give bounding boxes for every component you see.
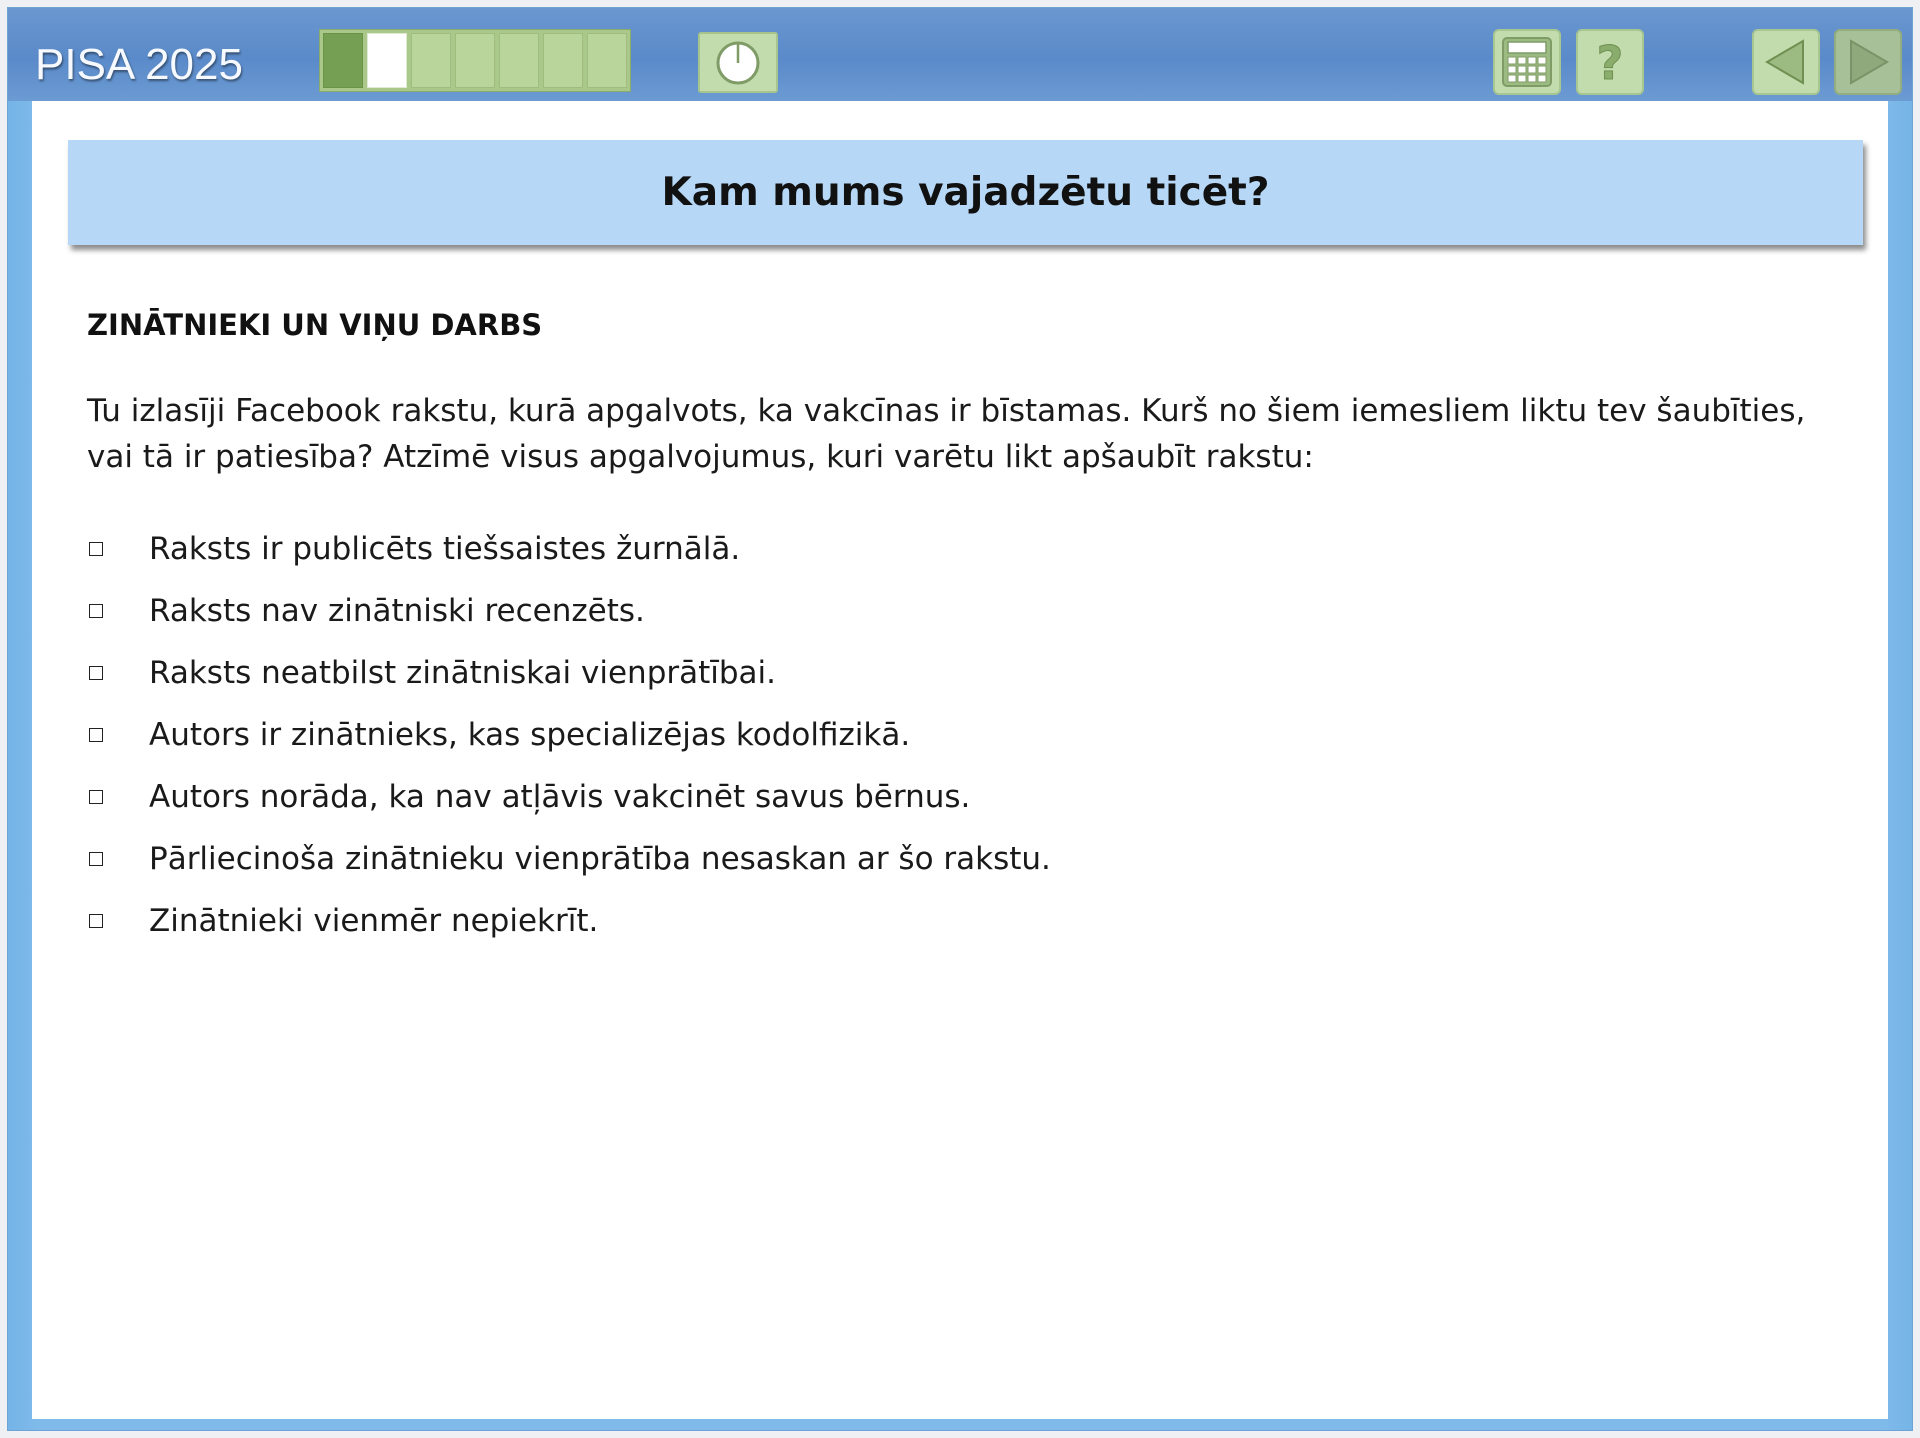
page-title-bar bbox=[68, 140, 1863, 245]
option-3[interactable] bbox=[87, 642, 1051, 704]
progress-segment-2 bbox=[367, 33, 407, 88]
option-2[interactable] bbox=[87, 580, 1051, 642]
app-window bbox=[7, 7, 1913, 1431]
progress-segment-3 bbox=[411, 33, 451, 88]
option-5[interactable] bbox=[87, 766, 1051, 828]
checkbox-2[interactable] bbox=[89, 604, 103, 618]
timer-button[interactable] bbox=[698, 32, 778, 93]
calculator-icon bbox=[1500, 35, 1554, 89]
next-button[interactable] bbox=[1834, 29, 1902, 95]
top-toolbar bbox=[8, 8, 1912, 101]
progress-segment-6 bbox=[543, 33, 583, 88]
option-label-3: Raksts neatbilst zinātniskai vienprātībai. bbox=[149, 655, 777, 691]
progress-segment-1 bbox=[323, 33, 363, 88]
progress-segment-5 bbox=[499, 33, 539, 88]
progress-segment-4 bbox=[455, 33, 495, 88]
option-label-4: Autors ir zinātnieks, kas specializējas kodolfizikā. bbox=[149, 717, 911, 753]
checkbox-3[interactable] bbox=[89, 666, 103, 680]
calculator-button[interactable] bbox=[1493, 29, 1561, 95]
option-label-5: Autors norāda, ka nav atļāvis vakcinēt savus bērnus. bbox=[149, 779, 971, 815]
brand-title: PISA 2025 bbox=[35, 40, 243, 89]
content-panel bbox=[32, 101, 1888, 1419]
question-mark-icon bbox=[1583, 35, 1637, 89]
clock-icon bbox=[714, 39, 762, 87]
section-heading: ZINĀTNIEKI UN VIŅU DARBS bbox=[87, 308, 543, 342]
option-label-2: Raksts nav zinātniski recenzēts. bbox=[149, 593, 645, 629]
checkbox-5[interactable] bbox=[89, 790, 103, 804]
option-label-6: Pārliecinoša zinātnieku vienprātība nesaskan ar šo rakstu. bbox=[149, 841, 1051, 877]
progress-segment-7 bbox=[587, 33, 627, 88]
help-button[interactable] bbox=[1576, 29, 1644, 95]
checkbox-1[interactable] bbox=[89, 542, 103, 556]
option-1[interactable] bbox=[87, 518, 1051, 580]
page-title: Kam mums vajadzētu ticēt? bbox=[661, 170, 1270, 215]
option-label-1: Raksts ir publicēts tiešsaistes žurnālā. bbox=[149, 531, 741, 567]
option-label-7: Zinātnieki vienmēr nepiekrīt. bbox=[149, 903, 599, 939]
option-4[interactable] bbox=[87, 704, 1051, 766]
svg-text:?: ? bbox=[1596, 36, 1624, 89]
progress-indicator bbox=[319, 29, 631, 92]
option-6[interactable] bbox=[87, 828, 1051, 890]
arrow-left-icon bbox=[1759, 35, 1813, 89]
checkbox-4[interactable] bbox=[89, 728, 103, 742]
answer-options bbox=[87, 518, 1051, 952]
arrow-right-icon bbox=[1841, 35, 1895, 89]
checkbox-6[interactable] bbox=[89, 852, 103, 866]
checkbox-7[interactable] bbox=[89, 914, 103, 928]
option-7[interactable] bbox=[87, 890, 1051, 952]
back-button[interactable] bbox=[1752, 29, 1820, 95]
question-prompt: Tu izlasīji Facebook rakstu, kurā apgalvots, ka vakcīnas ir bīstamas. Kurš no šiem iemesliem liktu tev šaubīties, vai tā ir patiesība? Atzīmē visus apgalvojumus, kuri varētu likt apšaubīt rakstu: bbox=[87, 393, 1806, 475]
